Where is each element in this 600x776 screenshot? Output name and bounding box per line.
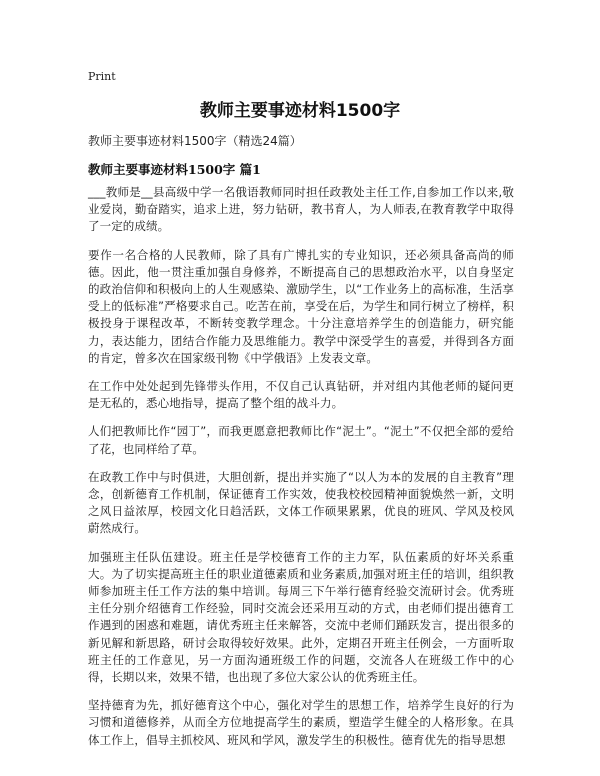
document-title: 教师主要事迹材料1500字 [199,101,401,121]
paragraph-5: 在政教工作中与时俱进，大胆创新，提出并实施了“以人为本的发展的自主教育”理念，创新德育工作机制，保证德育工作实效，使我校校园精神面貌焕然一新，文明之风日益浓厚，校园文化日趋活跃，文体工作硕果累累，优良的班风、学风及校风蔚然成行。 [88,469,514,536]
paragraph-3: 在工作中处处起到先锋带头作用，不仅自己认真钻研，并对组内其他老师的疑问更是无私的，悉心地指导，提高了整个组的战斗力。 [88,379,514,411]
paragraph-6: 加强班主任队伍建设。班主任是学校德育工作的主力军，队伍素质的好坏关系重大。为了切实提高班主任的职业道德素质和业务素质,加强对班主任的培训，组织教师参加班主任工作方法的集中培训。每周三下午举行德育经验交流研讨会。优秀班主任分别介绍德育工作经验，同时交流会还采用互动的方式，由老师们提出德育工作遇到的困惑和难题，请优秀班主任来解答，交流中老师们踊跃发言，提出很多的新见解和新思路，研讨会取得较好效果。此外，定期召开班主任例会，一方面听取班主任的工作意见，另一方面沟通班级工作的问题，交流各人在班级工作中的心得，长期以来，效果不错，也出现了多位大家公认的优秀班主任。 [88,549,514,685]
paragraph-7: 坚持德育为先，抓好德育这个中心，强化对学生的思想工作，培养学生良好的行为习惯和道德修养，从而全方位地提高学生的素质，塑造学生健全的人格形象。在具体工作上，倡导主抓校风、班风和学风，激发学生的积极性。德育优先的指导思想 [88,698,514,747]
document-subtitle: 教师主要事迹材料1500字（精选24篇） [88,134,302,148]
section-heading: 教师主要事迹材料1500字 篇1 [88,162,261,177]
print-label: Print [88,70,116,83]
body-text [88,184,514,760]
paragraph-4: 人们把教师比作“园丁”，而我更愿意把教师比作“泥土”。“泥土”不仅把全部的爱给了花，也同样给了草。 [88,424,514,456]
paragraph-1: ___教师是__县高级中学一名俄语教师同时担任政教处主任工作,自参加工作以来,敬业爱岗，勤奋踏实，追求上进，努力钻研，教书育人，为人师表,在教育教学中取得了一定的成绩。 [88,185,514,234]
paragraph-2: 要作一名合格的人民教师，除了具有广博扎实的专业知识，还必须具备高尚的师德。因此，他一贯注重加强自身修养，不断提高自己的思想政治水平，以自身坚定的政治信仰和积极向上的人生观感染、激励学生，以“工作业务上的高标准，生活享受上的低标准”严格要求自己。吃苦在前，享受在后，为学生和同行树立了榜样，积极投身于课程改革，不断转变教学理念。十分注意培养学生的创造能力，研究能力，表达能力，团结合作能力及思维能力。教学中深受学生的喜爱，并得到各方面的肯定，曾多次在国家级刊物《中学俄语》上发表文章。 [88,247,514,365]
